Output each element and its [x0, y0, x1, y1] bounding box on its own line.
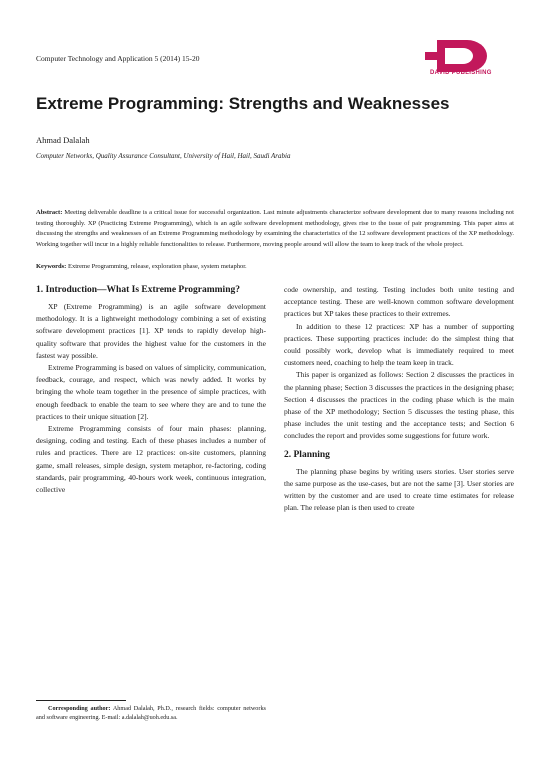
abstract	[36, 208, 514, 250]
footnote-divider	[36, 700, 126, 701]
paragraph: This paper is organized as follows: Section 2 discusses the practices in the planning phase; Section 3 discusses the practices in the designing phase; Section 4 discusses the practices in the coding phase which is the main phase of the XP methodology; Section 5 discusses the testing phase, this phase includes the unit testing and the acceptance tests; and Section 6 concludes the report and provides some suggestions for future work.	[284, 370, 514, 441]
section-heading-planning: 2. Planning	[284, 449, 330, 460]
paragraph: In addition to these 12 practices: XP has a number of supporting practices. These supporting practices include: do the simplest thing that could possibly work, develop what is immediately required to meet customers need, coaching to help the team keep in track.	[284, 321, 514, 368]
paper-title: Extreme Programming: Strengths and Weaknesses	[36, 94, 450, 113]
keywords	[36, 262, 514, 272]
author-name: Ahmad Dalalah	[36, 135, 90, 145]
journal-citation: Computer Technology and Application 5 (2014) 15-20	[36, 54, 200, 63]
abstract-label: Abstract:	[36, 209, 63, 216]
keywords-label: Keywords:	[36, 263, 67, 270]
paragraph: Extreme Programming consists of four main phases: planning, designing, coding and testing. Each of these phases includes a number of rules and practices. There are 12 practices: on-site customers, planning game, small releases, simple design, system metaphor, re-factoring, coding standards, pair programming, 40-hours work week, continuous integration, collective	[36, 424, 266, 495]
footnote	[36, 704, 266, 722]
paragraph: Extreme Programming is based on values of simplicity, communication, feedback, courage, and respect, which was newly added. It works by bringing the whole team together in the presence of simple practices, with enough feedback to enable the team to see where they are and to tune the practices to their unique situation [2].	[36, 363, 266, 421]
publisher-name: DAVID PUBLISHING	[430, 70, 492, 76]
left-column	[36, 284, 266, 496]
right-column	[284, 284, 514, 514]
keywords-text: Extreme Programming, release, exploration phase, system metaphor.	[67, 263, 247, 270]
section-heading-introduction: 1. Introduction—What Is Extreme Programming?	[36, 285, 240, 295]
author-affiliation: Computer Networks, Quality Assurance Consultant, University of Hail, Hail, Saudi Arabia	[36, 152, 291, 160]
paragraph: code ownership, and testing. Testing includes both unite testing and acceptance testing. These are well-known common software development practices but XP takes these practices to their extremes.	[284, 285, 514, 319]
footnote-label: Corresponding author:	[48, 705, 111, 712]
abstract-text: Meeting deliverable deadline is a critical issue for successful organization. Last minute adjustments characterize software development due to many reasons including not testing thoroughly. XP (Practicing Extreme Programming), which is an agile software development methodology, gives rise to the issue of pair programming. This paper aims at discussing the strengths and weaknesses of an Extreme Programming methodology by examining the characteristics of the 12 software development practices of the XP methodology. Working together will incur in a highly reliable functionalities to release. Furthermore, moving people around will allow the team to keep track of the whole project.	[36, 209, 514, 248]
paragraph: XP (Extreme Programming) is an agile software development methodology. It is a lightweight methodology combining a set of existing software development practices [1]. XP tends to rapidly develop high-quality software that provides the highest value for the customers in the fastest way possible.	[36, 302, 266, 360]
footnote-text: Ahmad Dalalah, Ph.D., research fields: computer networks and software engineering. E-mail: a.dalalah@uoh.edu.sa.	[36, 705, 266, 721]
paragraph: The planning phase begins by writing users stories. User stories serve the same purpose as the use-cases, but are not the same [3]. User stories are written by the customer and are used to create time estimates for release plan. The release plan is then used to create	[284, 466, 514, 513]
